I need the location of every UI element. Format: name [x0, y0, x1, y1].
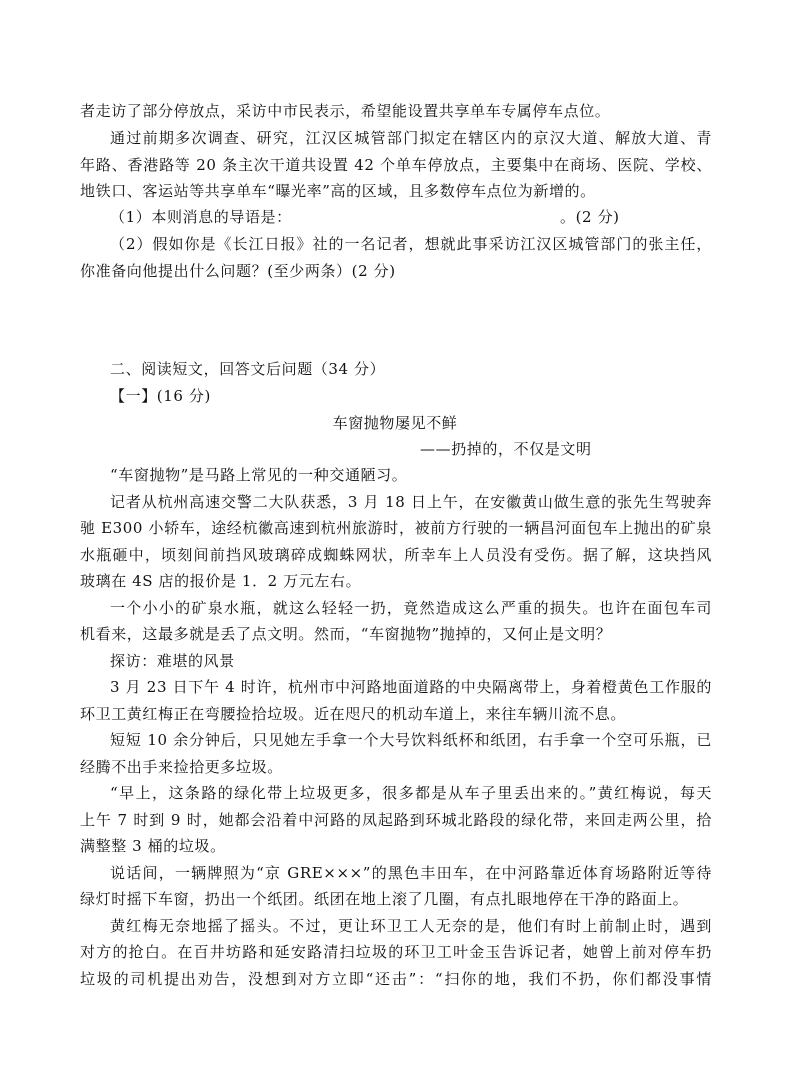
- article-line: 记者从杭州高速交警二大队获悉，3 月 18 日上午，在安徽黄山做生意的张先生驾驶奔: [110, 493, 712, 511]
- article-line: 环卫工黄红梅正在弯腰捡拾垃圾。近在咫尺的机动车道上，来往车辆川流不息。: [80, 705, 627, 723]
- article-subtitle: ——扔掉的，不仅是文明: [420, 440, 592, 458]
- article-line: 短短 10 余分钟后，只见她左手拿一个大号饮料纸杯和纸团，右手拿一个空可乐瓶，已: [110, 731, 712, 749]
- article-line: 驰 E300 小轿车，途经杭徽高速到杭州旅游时，被前方行驶的一辆昌河面包车上抛出的矿泉: [80, 519, 712, 537]
- section-heading: 二、阅读短文，回答文后问题（34 分）: [110, 360, 386, 378]
- passage1-line: 者走访了部分停放点，采访中市民表示，希望能设置共享单车专属停车点位。: [80, 102, 611, 120]
- article-line: 经腾不出手来捡拾更多垃圾。: [80, 758, 283, 776]
- question-1-score: 。(2 分): [560, 208, 620, 226]
- question-1: （1）本则消息的导语是：: [110, 208, 292, 226]
- passage1-line: 通过前期多次调查、研究，江汉区城管部门拟定在辖区内的京汉大道、解放大道、青: [110, 129, 712, 147]
- article-line: 水瓶砸中，顷刻间前挡风玻璃碎成蜘蛛网状，所幸车上人员没有受伤。据了解，这块挡风: [80, 546, 712, 564]
- passage1-line: 年路、香港路等 20 条主次干道共设置 42 个单车停放点，主要集中在商场、医院、学校、: [80, 156, 712, 174]
- article-line: 一个小小的矿泉水瓶，就这么轻轻一扔，竟然造成这么严重的损失。也许在面包车司: [110, 599, 712, 617]
- article-line: 玻璃在 4S 店的报价是 1．2 万元左右。: [80, 572, 362, 590]
- passage1-line: 地铁口、客运站等共享单车“曝光率”高的区域，且多数停车点位为新增的。: [80, 182, 596, 200]
- article-line: 机看来，这最多就是丢了点文明。然而，“车窗抛物”抛掉的，又何止是文明？: [80, 625, 612, 643]
- article-line: 说话间，一辆牌照为“京 GRE×××”的黑色丰田车，在中河路靠近体育场路附近等待: [110, 864, 712, 882]
- article-line: 黄红梅无奈地摇了摇头。不过，更让环卫工人无奈的是，他们有时上前制止时，遇到: [110, 917, 712, 935]
- question-2: 你准备向他提出什么问题？(至少两条）(2 分): [80, 262, 396, 280]
- article-line: “车窗抛物”是马路上常见的一种交通陋习。: [110, 466, 408, 484]
- article-line: 满整整 3 桶的垃圾。: [80, 837, 226, 855]
- article-line: 3 月 23 日下午 4 时许，杭州市中河路地面道路的中央隔离带上，身着橙黄色工作服的: [110, 678, 712, 696]
- article-line: 对方的抢白。在百井坊路和延安路清扫垃圾的环卫工叶金玉告诉记者，她曾上前对停车扔: [80, 943, 712, 961]
- section-subheading: 【一】(16 分): [110, 387, 211, 405]
- article-line: 探访：难堪的风景: [110, 652, 235, 670]
- article-line: 垃圾的司机提出劝告，没想到对方立即“还击”：“扫你的地，我们不扔，你们都没事情: [80, 970, 712, 988]
- question-2: （2）假如你是《长江日报》社的一名记者，想就此事采访江汉区城管部门的张主任，: [110, 235, 712, 253]
- article-line: “早上，这条路的绿化带上垃圾更多，很多都是从车子里丢出来的。”黄红梅说，每天: [110, 784, 712, 802]
- article-title: 车窗抛物屡见不鲜: [332, 414, 458, 432]
- article-line: 上午 7 时到 9 时，她都会沿着中河路的凤起路到环城北路段的绿化带，来回走两公里，拾: [80, 811, 712, 829]
- article-line: 绿灯时摇下车窗，扔出一个纸团。纸团在地上滚了几圈，有点扎眼地停在干净的路面上。: [80, 890, 689, 908]
